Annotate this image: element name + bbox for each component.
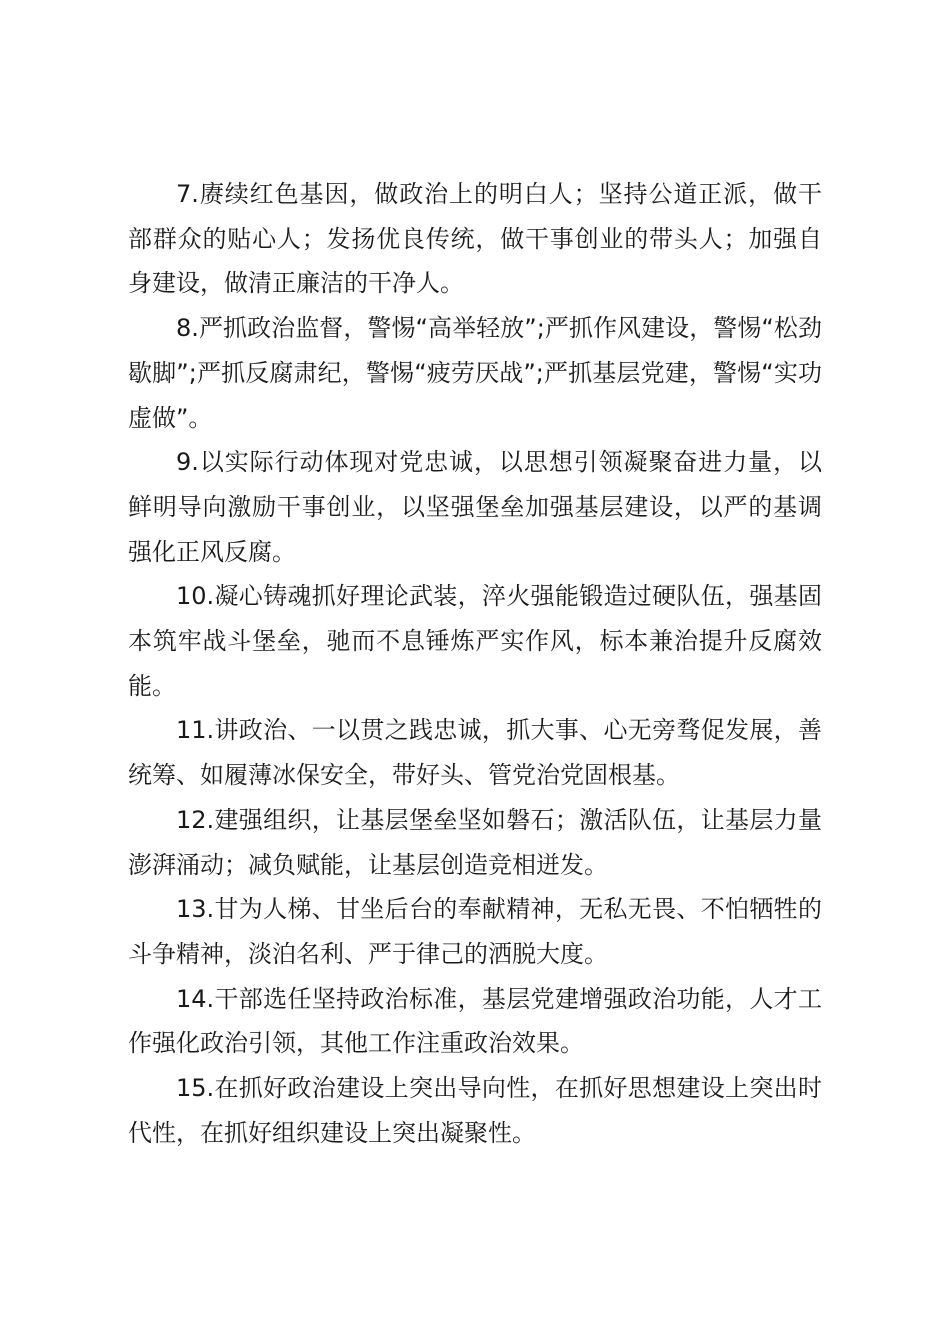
paragraph-14: 14.干部选任坚持政治标准，基层党建增强政治功能，人才工作强化政治引领，其他工作注重政治效果。: [128, 984, 822, 1058]
paragraph-8: 8.严抓政治监督，警惕“高举轻放”;严抓作风建设，警惕“松劲歇脚”;严抓反腐肃纪，警惕“疲劳厌战”;严抓基层党建，警惕“实功虚做”。: [128, 314, 822, 432]
paragraph-12: 12.建强组织，让基层堡垒坚如磐石；激活队伍，让基层力量澎湃涌动；减负赋能，让基层创造竞相迸发。: [128, 805, 822, 879]
paragraph-15: 15.在抓好政治建设上突出导向性，在抓好思想建设上突出时代性，在抓好组织建设上突出凝聚性。: [128, 1074, 822, 1147]
document-body: [128, 172, 822, 1155]
paragraph-7: 7.赓续红色基因，做政治上的明白人；坚持公道正派，做干部群众的贴心人；发扬优良传统，做干事创业的带头人；加强自身建设，做清正廉洁的干净人。: [128, 180, 822, 298]
paragraph-9: 9.以实际行动体现对党忠诚，以思想引领凝聚奋进力量，以鲜明导向激励干事创业，以坚强堡垒加强基层建设，以严的基调强化正风反腐。: [128, 448, 822, 566]
paragraph-13: 13.甘为人梯、甘坐后台的奉献精神，无私无畏、不怕牺牲的斗争精神，淡泊名利、严于律己的洒脱大度。: [128, 895, 822, 968]
paragraph-10: 10.凝心铸魂抓好理论武装，淬火强能锻造过硬队伍，强基固本筑牢战斗堡垒，驰而不息锤炼严实作风，标本兼治提升反腐效能。: [128, 582, 822, 700]
paragraph-11: 11.讲政治、一以贯之践忠诚，抓大事、心无旁骛促发展，善统筹、如履薄冰保安全，带好头、管党治党固根基。: [128, 716, 822, 790]
